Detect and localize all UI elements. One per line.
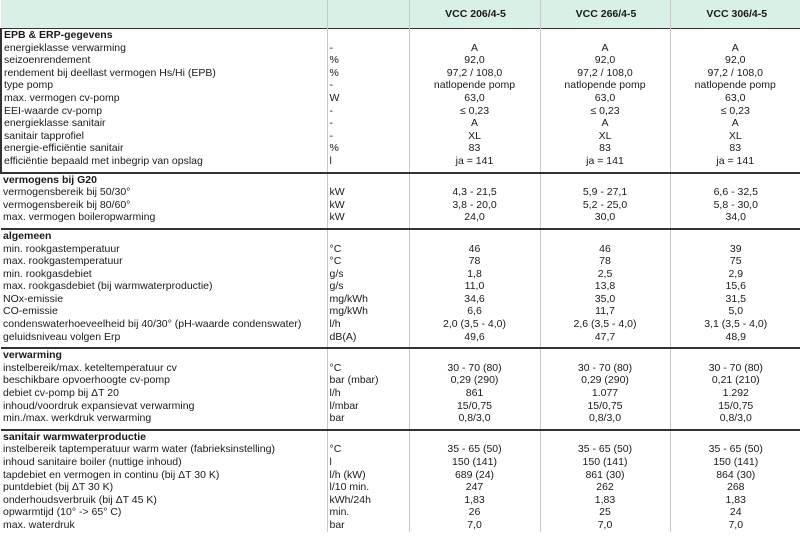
row-label: inhoud sanitaire boiler (nuttige inhoud) bbox=[3, 456, 182, 468]
row-unit: g/s bbox=[327, 268, 409, 281]
row-value-model-2: 35 - 65 (50) bbox=[540, 443, 670, 456]
row-value-model-3: 2,9 bbox=[670, 268, 800, 281]
row-value-model-3: 6,6 - 32,5 bbox=[670, 186, 800, 199]
row-value-model-1: 78 bbox=[409, 255, 540, 268]
row-label: instelbereik taptemperatuur warm water (fabrieksinstelling) bbox=[3, 443, 275, 456]
row-value-model-3: ja = 141 bbox=[670, 155, 800, 168]
row-value-model-2: 7,0 bbox=[540, 519, 670, 532]
row-value-model-3: 15/0,75 bbox=[670, 400, 800, 413]
section-2 bbox=[1, 229, 800, 348]
row-unit: - bbox=[327, 117, 409, 130]
row-value-model-1: ja = 141 bbox=[409, 155, 540, 168]
table-row bbox=[1, 199, 800, 212]
row-value-model-1: XL bbox=[409, 130, 540, 143]
section-title-spacer bbox=[409, 430, 540, 444]
section-title: EPB & ERP-gegevens bbox=[4, 29, 113, 41]
row-value-model-1: 150 (141) bbox=[409, 456, 540, 469]
row-value-model-2: 861 (30) bbox=[540, 469, 670, 482]
row-value-model-2: 46 bbox=[540, 243, 670, 256]
section-title-spacer bbox=[670, 29, 800, 42]
row-unit: - bbox=[327, 105, 409, 118]
row-value-model-3: 63,0 bbox=[670, 92, 800, 105]
table-row bbox=[1, 280, 800, 293]
row-value-model-3: 31,5 bbox=[670, 293, 800, 306]
row-value-model-2: natlopende pomp bbox=[540, 79, 670, 92]
row-unit: l bbox=[327, 456, 409, 469]
section-title: verwarming bbox=[3, 349, 62, 362]
row-value-model-1: 2,0 (3,5 - 4,0) bbox=[409, 318, 540, 331]
row-value-model-3: ≤ 0,23 bbox=[670, 105, 800, 118]
row-unit: kW bbox=[327, 199, 409, 212]
row-label: inhoud/voordruk expansievat verwarming bbox=[3, 399, 195, 412]
row-label: max. rookgastemperatuur bbox=[3, 255, 123, 268]
row-unit: kW bbox=[327, 186, 409, 199]
row-value-model-2: XL bbox=[540, 130, 670, 143]
table-row bbox=[1, 117, 800, 130]
section-title: algemeen bbox=[3, 229, 52, 242]
row-unit: l bbox=[327, 155, 409, 168]
section-title-row bbox=[1, 229, 800, 243]
row-value-model-3: 83 bbox=[670, 142, 800, 155]
row-value-model-1: 11,0 bbox=[409, 280, 540, 293]
section-title-spacer bbox=[540, 229, 670, 243]
row-label: NOx-emissie bbox=[3, 292, 64, 305]
row-unit: kW bbox=[327, 211, 409, 224]
section-title-spacer bbox=[670, 229, 800, 243]
table-row bbox=[1, 92, 800, 105]
section-title-spacer bbox=[327, 229, 409, 243]
section-title-spacer bbox=[670, 348, 800, 362]
row-unit: dB(A) bbox=[327, 331, 409, 344]
row-label: opwarmtijd (10° -> 65° C) bbox=[3, 506, 122, 519]
row-unit: % bbox=[327, 67, 409, 80]
row-value-model-1: 30 - 70 (80) bbox=[409, 362, 540, 375]
row-value-model-3: A bbox=[670, 42, 800, 55]
row-value-model-3: 75 bbox=[670, 255, 800, 268]
row-value-model-1: 35 - 65 (50) bbox=[409, 443, 540, 456]
row-value-model-3: natlopende pomp bbox=[670, 79, 800, 92]
section-title: vermogens bij G20 bbox=[3, 173, 97, 186]
row-label: geluidsniveau volgen Erp bbox=[3, 330, 121, 343]
row-value-model-1: 1,83 bbox=[409, 494, 540, 507]
section-title-spacer bbox=[409, 173, 540, 187]
row-unit: W bbox=[327, 92, 409, 105]
row-label: condenswaterhoeveelheid bij 40/30° (pH-waarde condenswater) bbox=[3, 318, 302, 331]
row-value-model-2: ja = 141 bbox=[540, 155, 670, 168]
table-row bbox=[1, 362, 800, 375]
row-unit: % bbox=[327, 142, 409, 155]
section-title-row bbox=[1, 430, 800, 444]
row-value-model-1: ≤ 0,23 bbox=[409, 105, 540, 118]
row-label: rendement bij deellast vermogen Hs/Hi (EPB) bbox=[4, 66, 216, 79]
row-unit: l/mbar bbox=[327, 400, 409, 413]
table-row bbox=[1, 255, 800, 268]
section-title-spacer bbox=[327, 173, 409, 187]
row-value-model-2: 0,29 (290) bbox=[540, 374, 670, 387]
row-unit: min. bbox=[327, 506, 409, 519]
row-value-model-1: 0,29 (290) bbox=[409, 374, 540, 387]
row-value-model-1: 247 bbox=[409, 481, 540, 494]
row-value-model-3: 7,0 bbox=[670, 519, 800, 532]
row-unit: l/h bbox=[327, 387, 409, 400]
row-label: max. rookgasdebiet (bij warmwaterproductie) bbox=[3, 280, 213, 293]
table-row bbox=[1, 54, 800, 67]
table-row bbox=[1, 243, 800, 256]
header-unit bbox=[327, 0, 409, 29]
row-value-model-2: 30,0 bbox=[540, 211, 670, 224]
row-label: CO-emissie bbox=[3, 305, 58, 318]
section-title-spacer bbox=[327, 430, 409, 444]
table-row bbox=[1, 211, 800, 224]
row-value-model-2: 97,2 / 108,0 bbox=[540, 67, 670, 80]
row-value-model-2: 92,0 bbox=[540, 54, 670, 67]
section-title-spacer bbox=[327, 348, 409, 362]
row-label: puntdebiet (bij ΔT 30 K) bbox=[3, 481, 114, 494]
row-value-model-1: 63,0 bbox=[409, 92, 540, 105]
section-3 bbox=[1, 348, 800, 430]
row-value-model-3: 92,0 bbox=[670, 54, 800, 67]
row-label: vermogensbereik bij 80/60° bbox=[3, 198, 131, 211]
section-title-spacer bbox=[540, 348, 670, 362]
header-model-3: VCC 306/4-5 bbox=[670, 0, 800, 29]
row-value-model-3: 5,0 bbox=[670, 305, 800, 318]
section-title-spacer bbox=[327, 29, 409, 42]
row-unit: °C bbox=[327, 443, 409, 456]
section-title-row bbox=[1, 173, 800, 187]
row-label: max. waterdruk bbox=[3, 518, 75, 531]
section-title-row bbox=[1, 29, 800, 42]
table-header bbox=[1, 0, 800, 29]
row-value-model-3: 864 (30) bbox=[670, 469, 800, 482]
row-label: sanitair tapprofiel bbox=[4, 129, 84, 142]
row-label: efficiëntie bepaald met inbegrip van opslag bbox=[4, 154, 203, 167]
row-value-model-2: ≤ 0,23 bbox=[540, 105, 670, 118]
row-unit: bar bbox=[327, 519, 409, 532]
table-row bbox=[1, 318, 800, 331]
row-value-model-3: 34,0 bbox=[670, 211, 800, 224]
row-unit: mg/kWh bbox=[327, 293, 409, 306]
table-row bbox=[1, 79, 800, 92]
row-unit: °C bbox=[327, 362, 409, 375]
row-value-model-1: 0,8/3,0 bbox=[409, 412, 540, 425]
row-label: max. vermogen cv-pomp bbox=[4, 91, 120, 104]
row-unit: l/10 min. bbox=[327, 481, 409, 494]
row-value-model-1: natlopende pomp bbox=[409, 79, 540, 92]
table-row bbox=[1, 519, 800, 532]
table-row bbox=[1, 67, 800, 80]
row-value-model-1: 46 bbox=[409, 243, 540, 256]
row-label: vermogensbereik bij 50/30° bbox=[3, 186, 131, 199]
table-row bbox=[1, 374, 800, 387]
row-value-model-2: 262 bbox=[540, 481, 670, 494]
table-row bbox=[1, 469, 800, 482]
row-value-model-2: 13,8 bbox=[540, 280, 670, 293]
row-value-model-1: 4,3 - 21,5 bbox=[409, 186, 540, 199]
row-value-model-2: 30 - 70 (80) bbox=[540, 362, 670, 375]
row-value-model-3: 0,8/3,0 bbox=[670, 412, 800, 425]
section-title-spacer bbox=[409, 348, 540, 362]
row-unit: °C bbox=[327, 255, 409, 268]
header-model-2: VCC 266/4-5 bbox=[540, 0, 670, 29]
row-value-model-3: 39 bbox=[670, 243, 800, 256]
row-value-model-1: 6,6 bbox=[409, 305, 540, 318]
section-4 bbox=[1, 430, 800, 532]
row-value-model-1: 83 bbox=[409, 142, 540, 155]
row-label: min. rookgasdebiet bbox=[3, 267, 92, 280]
row-value-model-1: 3,8 - 20,0 bbox=[409, 199, 540, 212]
section-title-spacer bbox=[409, 29, 540, 42]
row-value-model-3: 1,83 bbox=[670, 494, 800, 507]
row-value-model-1: 24,0 bbox=[409, 211, 540, 224]
table-row bbox=[1, 331, 800, 344]
row-value-model-3: 15,6 bbox=[670, 280, 800, 293]
row-value-model-2: A bbox=[540, 117, 670, 130]
row-value-model-2: 11,7 bbox=[540, 305, 670, 318]
row-label: debiet cv-pomp bij ΔT 20 bbox=[3, 387, 119, 400]
row-unit: mg/kWh bbox=[327, 305, 409, 318]
table-row bbox=[1, 456, 800, 469]
row-value-model-2: 25 bbox=[540, 506, 670, 519]
row-value-model-1: 92,0 bbox=[409, 54, 540, 67]
row-label: max. vermogen boileropwarming bbox=[3, 211, 156, 224]
row-value-model-1: 7,0 bbox=[409, 519, 540, 532]
row-label: min./max. werkdruk verwarming bbox=[3, 412, 152, 425]
row-label: onderhoudsverbruik (bij ΔT 45 K) bbox=[3, 493, 157, 506]
row-label: energie-efficiëntie sanitair bbox=[4, 142, 124, 155]
row-value-model-1: 97,2 / 108,0 bbox=[409, 67, 540, 80]
row-unit: g/s bbox=[327, 280, 409, 293]
row-label: instelbereik/max. keteltemperatuur cv bbox=[3, 361, 177, 374]
row-value-model-3: 24 bbox=[670, 506, 800, 519]
row-value-model-2: 0,8/3,0 bbox=[540, 412, 670, 425]
header-model-1: VCC 206/4-5 bbox=[409, 0, 540, 29]
table-row bbox=[1, 400, 800, 413]
row-label: tapdebiet en vermogen in continu (bij ΔT 30 K) bbox=[3, 468, 220, 481]
section-title-spacer bbox=[540, 29, 670, 42]
section-title-spacer bbox=[409, 229, 540, 243]
table-row bbox=[1, 293, 800, 306]
row-label: type pomp bbox=[4, 79, 54, 92]
row-value-model-1: A bbox=[409, 117, 540, 130]
row-label: beschikbare opvoerhoogte cv-pomp bbox=[3, 374, 170, 387]
header-label bbox=[1, 0, 327, 29]
row-value-model-2: 83 bbox=[540, 142, 670, 155]
row-value-model-3: 0,21 (210) bbox=[670, 374, 800, 387]
row-value-model-1: 15/0,75 bbox=[409, 400, 540, 413]
row-value-model-3: 1.292 bbox=[670, 387, 800, 400]
row-value-model-2: 78 bbox=[540, 255, 670, 268]
row-unit: - bbox=[327, 42, 409, 55]
header-row bbox=[1, 0, 800, 29]
row-value-model-1: 34,6 bbox=[409, 293, 540, 306]
table-row bbox=[1, 155, 800, 168]
row-value-model-2: 47,7 bbox=[540, 331, 670, 344]
table-row bbox=[1, 494, 800, 507]
table-row bbox=[1, 481, 800, 494]
section-0 bbox=[1, 29, 800, 173]
table-row bbox=[1, 443, 800, 456]
row-value-model-3: 150 (141) bbox=[670, 456, 800, 469]
row-value-model-1: A bbox=[409, 42, 540, 55]
table-row bbox=[1, 130, 800, 143]
row-value-model-1: 49,6 bbox=[409, 331, 540, 344]
row-value-model-2: 1,83 bbox=[540, 494, 670, 507]
row-value-model-3: 268 bbox=[670, 481, 800, 494]
row-value-model-1: 1,8 bbox=[409, 268, 540, 281]
row-unit: l/h bbox=[327, 318, 409, 331]
row-value-model-2: 1.077 bbox=[540, 387, 670, 400]
row-value-model-2: A bbox=[540, 42, 670, 55]
section-title-spacer bbox=[540, 173, 670, 187]
row-value-model-3: 3,1 (3,5 - 4,0) bbox=[670, 318, 800, 331]
table-row bbox=[1, 42, 800, 55]
row-value-model-3: A bbox=[670, 117, 800, 130]
section-title-spacer bbox=[540, 430, 670, 444]
row-label: energieklasse sanitair bbox=[4, 117, 106, 130]
row-label: EEI-waarde cv-pomp bbox=[4, 104, 103, 117]
row-unit: - bbox=[327, 130, 409, 143]
row-value-model-2: 5,9 - 27,1 bbox=[540, 186, 670, 199]
row-label: seizoenrendement bbox=[4, 54, 91, 67]
row-label: min. rookgastemperatuur bbox=[3, 242, 120, 255]
section-1 bbox=[1, 173, 800, 229]
section-title-row bbox=[1, 348, 800, 362]
section-title-spacer bbox=[670, 173, 800, 187]
row-value-model-3: 35 - 65 (50) bbox=[670, 443, 800, 456]
row-unit: bar bbox=[327, 412, 409, 425]
row-unit: °C bbox=[327, 243, 409, 256]
table-row bbox=[1, 268, 800, 281]
row-value-model-1: 26 bbox=[409, 506, 540, 519]
row-value-model-3: XL bbox=[670, 130, 800, 143]
table-row bbox=[1, 142, 800, 155]
table-row bbox=[1, 305, 800, 318]
row-value-model-2: 63,0 bbox=[540, 92, 670, 105]
row-value-model-2: 150 (141) bbox=[540, 456, 670, 469]
table-row bbox=[1, 186, 800, 199]
row-value-model-2: 2,5 bbox=[540, 268, 670, 281]
row-value-model-1: 861 bbox=[409, 387, 540, 400]
table-row bbox=[1, 105, 800, 118]
row-unit: l/h (kW) bbox=[327, 469, 409, 482]
row-value-model-2: 2,6 (3,5 - 4,0) bbox=[540, 318, 670, 331]
table-row bbox=[1, 506, 800, 519]
row-value-model-3: 30 - 70 (80) bbox=[670, 362, 800, 375]
row-value-model-2: 15/0,75 bbox=[540, 400, 670, 413]
row-label: energieklasse verwarming bbox=[4, 41, 126, 54]
row-unit: - bbox=[327, 79, 409, 92]
section-title: sanitair warmwaterproductie bbox=[3, 430, 146, 443]
row-value-model-1: 689 (24) bbox=[409, 469, 540, 482]
row-value-model-3: 48,9 bbox=[670, 331, 800, 344]
row-unit: kWh/24h bbox=[327, 494, 409, 507]
row-unit: % bbox=[327, 54, 409, 67]
row-value-model-3: 5,8 - 30,0 bbox=[670, 199, 800, 212]
table-row bbox=[1, 412, 800, 425]
row-unit: bar (mbar) bbox=[327, 374, 409, 387]
row-value-model-3: 97,2 / 108,0 bbox=[670, 67, 800, 80]
row-value-model-2: 5,2 - 25,0 bbox=[540, 199, 670, 212]
row-value-model-2: 35,0 bbox=[540, 293, 670, 306]
section-title-spacer bbox=[670, 430, 800, 444]
table-row bbox=[1, 387, 800, 400]
